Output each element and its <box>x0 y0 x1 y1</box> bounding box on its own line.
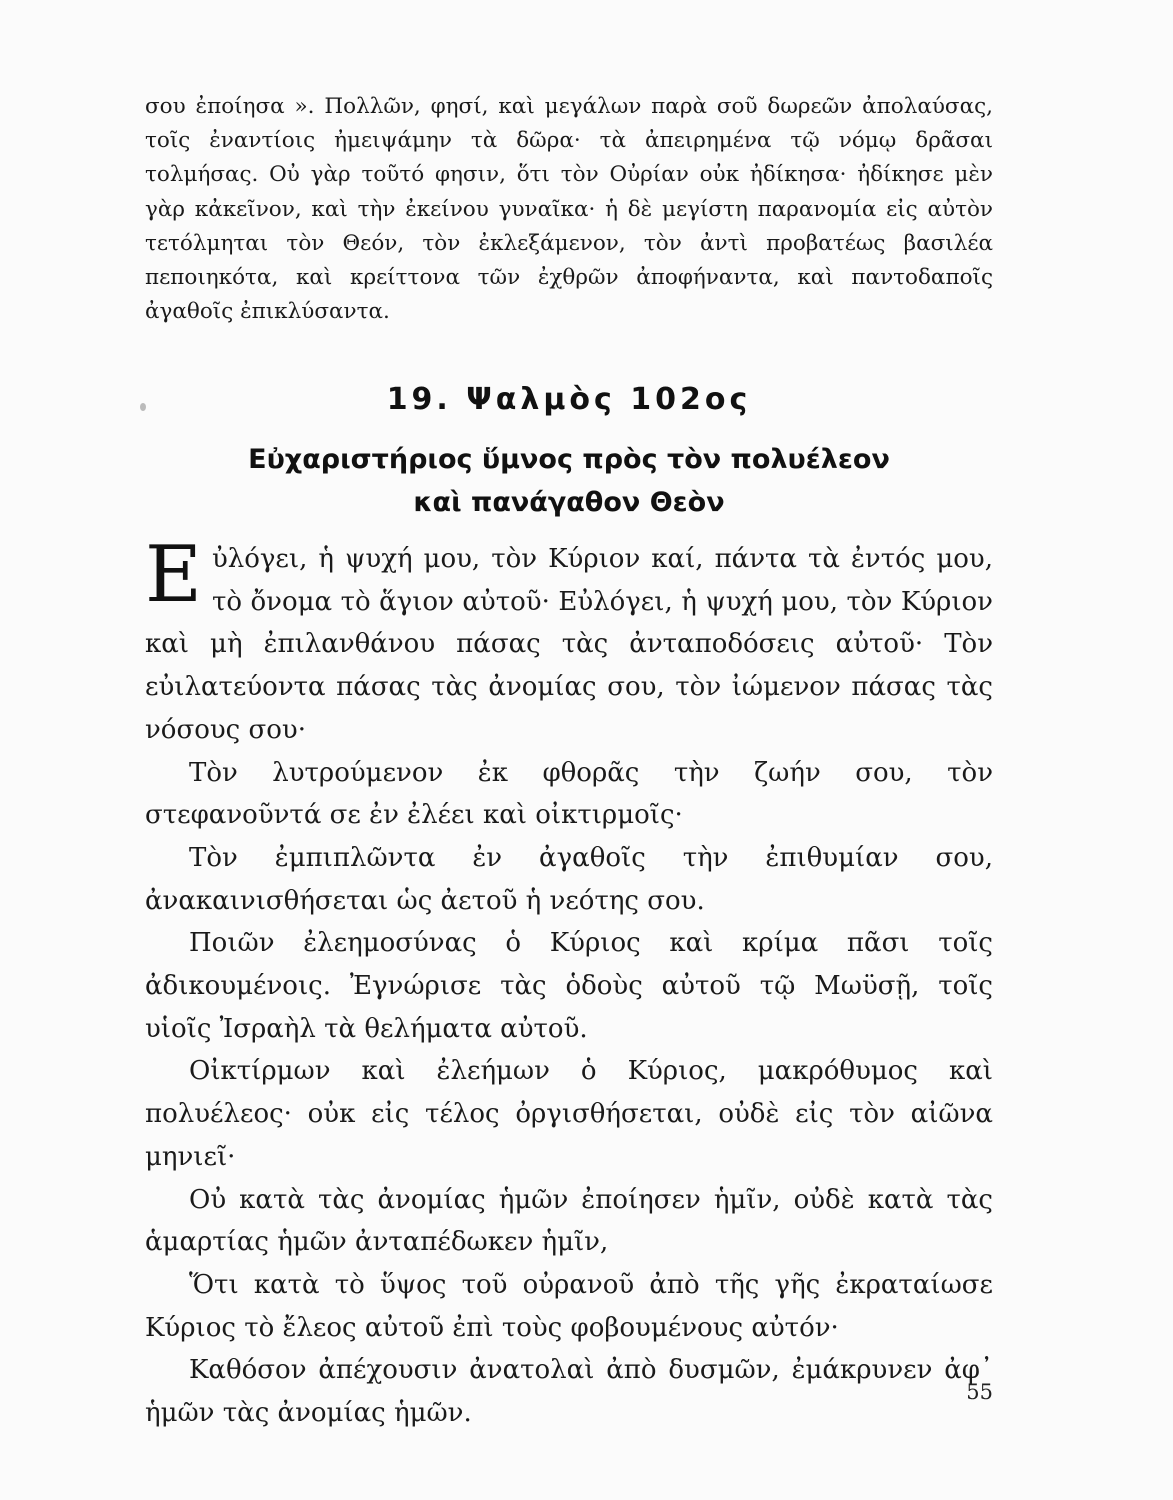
psalm-verse-1 <box>145 530 993 752</box>
chapter-subtitle-line-2: καὶ πανάγαθον Θεὸν <box>413 487 725 518</box>
psalm-verse-3: Τὸν ἐμπιπλῶντα ἐν ἀγαθοῖς τὴν ἐπιθυμίαν σου, ἀνακαινισθήσεται ὡς ἀετοῦ ἡ νεότης σου. <box>145 842 993 916</box>
intro-paragraph-text: σου ἐποίησα ». Πολλῶν, φησί, καὶ μεγάλων παρὰ σοῦ δωρεῶν ἀπολαύσας, τοῖς ἐναντίοις ἠμειψάμην τὰ δῶρα· τὰ ἀπειρημένα τῷ νόμῳ δρᾶσαι τολμήσας. Οὐ γὰρ τοῦτό φησιν, ὅτι τὸν Οὐρίαν οὐκ ἠδίκησα· ἠδίκησε μὲν γὰρ κἀκεῖνον, καὶ τὴν ἐκείνου γυναῖκα· ἡ δὲ μεγίστη παρανομία εἰς αὐτὸν τετόλμηται τὸν Θεόν, τὸν ἐκλεξάμενον, τὸν ἀντὶ προβατέως βασιλέα πεποιηκότα, καὶ κρείττονα τῶν ἐχθρῶν ἀποφήναντα, καὶ παντοδαποῖς ἀγαθοῖς ἐπικλύσαντα. <box>145 94 993 325</box>
psalm-text <box>145 530 993 1435</box>
psalm-verse-6: Οὐ κατὰ τὰς ἀνομίας ἡμῶν ἐποίησεν ἡμῖν, οὐδὲ κατὰ τὰς ἁμαρτίας ἡμῶν ἀνταπέδωκεν ἡμῖν, <box>145 1184 993 1258</box>
intro-paragraph <box>145 90 993 329</box>
psalm-verse-1-text: ὐλόγει, ἡ ψυχή μου, τὸν Κύριον καί, πάντα τὰ ἐντός μου, τὸ ὄνομα τὸ ἅγιον αὐτοῦ· Εὐλόγει, ἡ ψυχή μου, τὸν Κύριον καὶ μὴ ἐπιλανθάνου πάσας τὰς ἀνταποδόσεις αὐτοῦ· Τὸν εὐιλατεύοντα πάσας τὰς ἀνομίας σου, τὸν ἰώμενον πάσας τὰς νόσους σου· <box>145 544 993 745</box>
drop-cap: Ε <box>145 530 202 620</box>
chapter-subtitle <box>145 438 993 524</box>
psalm-verse-8: Καθόσον ἀπέχουσιν ἀνατολαὶ ἀπὸ δυσμῶν, ἐμάκρυνεν ἀφ᾽ ἡμῶν τὰς ἀνομίας ἡμῶν. <box>145 1355 993 1429</box>
psalm-verse-5: Οἰκτίρμων καὶ ἐλεήμων ὁ Κύριος, μακρόθυμος καὶ πολυέλεος· οὐκ εἰς τέλος ὀργισθήσεται, οὐδὲ εἰς τὸν αἰῶνα μηνιεῖ· <box>145 1056 993 1172</box>
psalm-verse-2: Τὸν λυτρούμενον ἐκ φθορᾶς τὴν ζωήν σου, τὸν στεφανοῦντά σε ἐν ἐλέει καὶ οἰκτιρμοῖς· <box>145 757 993 831</box>
chapter-heading: 19. Ψαλμὸς 102ος <box>386 382 752 417</box>
chapter-subtitle-line-1: Εὐχαριστήριος ὕμνος πρὸς τὸν πολυέλεον <box>248 444 890 475</box>
psalm-verse-7: Ὅτι κατὰ τὸ ὕψος τοῦ οὐρανοῦ ἀπὸ τῆς γῆς ἐκραταίωσε Κύριος τὸ ἔλεος αὐτοῦ ἐπὶ τοὺς φοβουμένους αὐτόν· <box>145 1269 993 1343</box>
page-number: 55 <box>966 1380 993 1404</box>
psalm-verse-4: Ποιῶν ἐλεημοσύνας ὁ Κύριος καὶ κρίμα πᾶσι τοῖς ἀδικουμένοις. Ἐγνώρισε τὰς ὁδοὺς αὐτοῦ τῷ Μωϋσῇ, τοῖς υἱοῖς Ἰσραὴλ τὰ θελήματα αὐτοῦ. <box>145 928 993 1044</box>
